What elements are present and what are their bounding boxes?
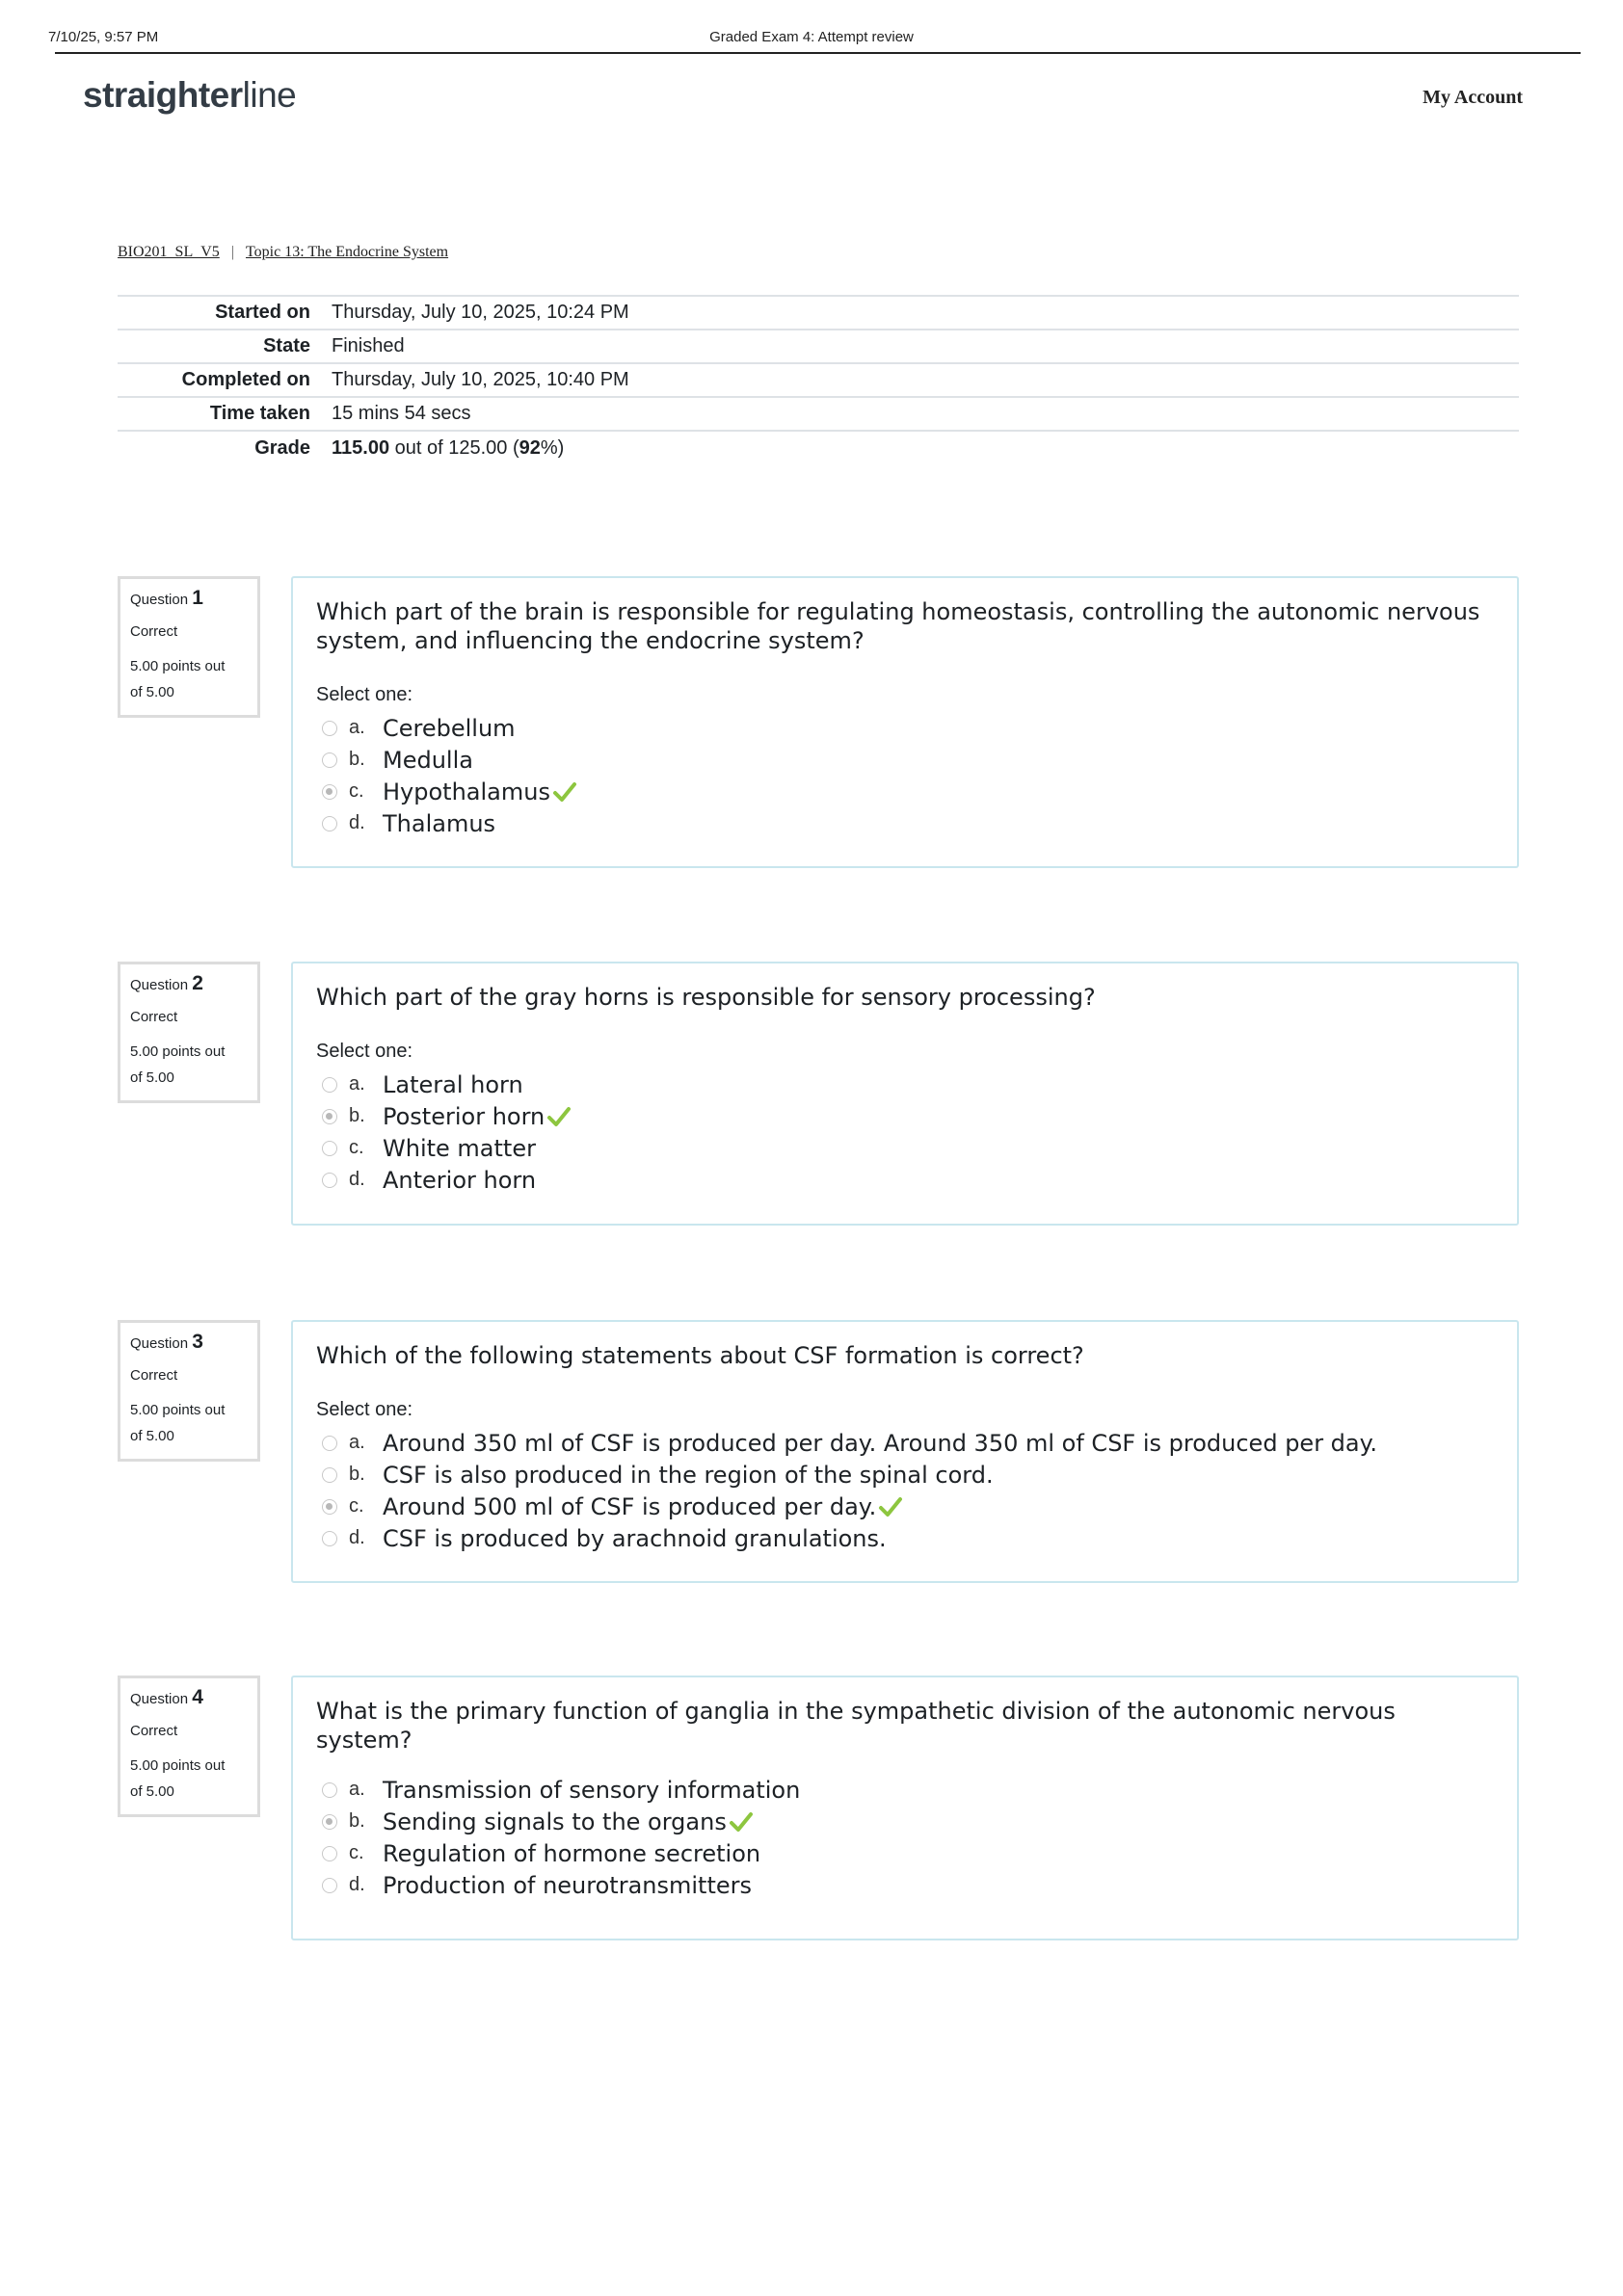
answer-letter: c. (349, 1495, 364, 1517)
radio-button[interactable] (322, 1846, 337, 1861)
question-state: Correct (130, 623, 178, 640)
answer-text: Posterior horn (383, 1102, 545, 1130)
question-number-value: 3 (192, 1331, 203, 1353)
question-grade (130, 1039, 248, 1091)
radio-button[interactable] (322, 1531, 337, 1546)
question-info (118, 576, 260, 718)
breadcrumb-topic-link[interactable]: Topic 13: The Endocrine System (245, 244, 449, 260)
attempt-summary-table (118, 295, 1519, 464)
radio-button-selected[interactable] (322, 1814, 337, 1830)
question-grade-line: of 5.00 (130, 1428, 174, 1444)
answer-list (316, 1427, 1494, 1554)
question-label: Question (130, 1691, 189, 1707)
answer-option[interactable] (316, 1774, 1494, 1806)
radio-button[interactable] (322, 721, 337, 736)
breadcrumb-course-link[interactable]: BIO201_SL_V5 (118, 244, 220, 260)
question-grade (130, 653, 248, 705)
question-grade-line: 5.00 points out (130, 658, 226, 674)
answer-letter: b. (349, 1105, 365, 1126)
grade-percent: 92 (519, 436, 541, 459)
question-text: Which part of the gray horns is responsible for sensory processing? (316, 984, 1096, 1011)
started-value: Thursday, July 10, 2025, 10:24 PM (332, 302, 629, 323)
question-content (291, 1676, 1519, 1940)
answer-text: Sending signals to the organs (383, 1808, 727, 1835)
answer-letter: d. (349, 1527, 365, 1548)
answer-letter: a. (349, 1779, 365, 1800)
radio-button[interactable] (322, 1173, 337, 1188)
answer-text: Medulla (383, 746, 473, 774)
answer-text: CSF is produced by arachnoid granulations. (383, 1524, 887, 1552)
correct-check-icon (546, 1105, 572, 1128)
question-number (130, 972, 248, 995)
answer-letter: b. (349, 1810, 365, 1832)
question-content (291, 962, 1519, 1226)
question-text: Which part of the brain is responsible for regulating homeostasis, controlling the autonomic nervous system, and influencing the endocrine system? (316, 598, 1480, 654)
answer-option[interactable] (316, 776, 1494, 807)
question-number-value: 1 (192, 587, 203, 609)
print-header (0, 25, 1623, 54)
summary-row-state (118, 330, 1519, 363)
answer-text: Regulation of hormone secretion (383, 1839, 761, 1867)
question-text: Which of the following statements about CSF formation is correct? (316, 1342, 1084, 1369)
state-label: State (263, 335, 310, 356)
breadcrumb-separator: | (230, 244, 234, 260)
question-number (130, 1686, 248, 1709)
grade-label: Grade (254, 436, 310, 459)
answer-option[interactable] (316, 1869, 1494, 1901)
radio-button[interactable] (322, 1467, 337, 1483)
question-number-value: 2 (192, 972, 203, 994)
answer-text: Around 350 ml of CSF is produced per day. Around 350 ml of CSF is produced per day. (383, 1429, 1378, 1457)
radio-button[interactable] (322, 1141, 337, 1156)
logo-bold-text: straighter (83, 75, 243, 115)
summary-row-grade (118, 431, 1519, 464)
answer-letter: d. (349, 812, 365, 833)
grade-score: 115.00 (332, 436, 390, 459)
question-number-value: 4 (192, 1686, 203, 1708)
answer-text: Production of neurotransmitters (383, 1871, 752, 1899)
question-grade-line: of 5.00 (130, 1069, 174, 1086)
time-taken-value: 15 mins 54 secs (332, 403, 471, 424)
question-content (291, 576, 1519, 868)
answer-option[interactable] (316, 1806, 1494, 1837)
answer-text: Transmission of sensory information (383, 1776, 801, 1804)
question-grade (130, 1753, 248, 1805)
question-label: Question (130, 1335, 189, 1352)
answer-text: Cerebellum (383, 714, 516, 742)
print-divider (55, 52, 1581, 54)
question-content (291, 1320, 1519, 1583)
question-grade-line: 5.00 points out (130, 1043, 226, 1060)
logo-light-text: line (242, 75, 297, 115)
answer-option[interactable] (316, 1491, 1494, 1522)
question-grade-line: 5.00 points out (130, 1757, 226, 1774)
answer-list (316, 1069, 1494, 1196)
started-label: Started on (215, 302, 310, 323)
my-account-link[interactable]: My Account (1423, 87, 1523, 108)
grade-value (332, 431, 1519, 464)
time-taken-label: Time taken (209, 403, 310, 424)
answer-option[interactable] (316, 1132, 1494, 1164)
answer-option[interactable] (316, 1100, 1494, 1132)
answer-text: Thalamus (383, 809, 496, 837)
question-label: Question (130, 977, 189, 993)
answer-text: Anterior horn (383, 1166, 537, 1194)
answer-option[interactable] (316, 712, 1494, 744)
grade-percent-sign: %) (540, 436, 565, 459)
answer-option[interactable] (316, 1427, 1494, 1459)
radio-button[interactable] (322, 752, 337, 768)
select-one-prompt: Select one: (316, 684, 413, 705)
answer-letter: b. (349, 1464, 365, 1485)
summary-row-started (118, 296, 1519, 330)
answer-letter: c. (349, 780, 364, 802)
answer-option[interactable] (316, 1459, 1494, 1491)
question-number (130, 587, 248, 610)
answer-list (316, 1774, 1494, 1901)
correct-check-icon (552, 780, 577, 804)
answer-text: Lateral horn (383, 1070, 523, 1098)
radio-button-selected[interactable] (322, 1109, 337, 1124)
question-text: What is the primary function of ganglia in the sympathetic division of the autonomic nervous system? (316, 1698, 1396, 1754)
question-state: Correct (130, 1723, 178, 1739)
radio-button[interactable] (322, 1782, 337, 1798)
answer-text: White matter (383, 1134, 536, 1162)
answer-text: Around 500 ml of CSF is produced per day. (383, 1492, 877, 1520)
summary-row-time (118, 397, 1519, 431)
breadcrumb (118, 244, 448, 261)
radio-button-selected[interactable] (322, 1499, 337, 1515)
answer-letter: d. (349, 1169, 365, 1190)
radio-button[interactable] (322, 816, 337, 831)
question-info (118, 1676, 260, 1817)
answer-letter: d. (349, 1874, 365, 1895)
radio-button[interactable] (322, 1878, 337, 1893)
question-info (118, 1320, 260, 1462)
print-date: 7/10/25, 9:57 PM (48, 29, 159, 45)
summary-row-completed (118, 363, 1519, 397)
radio-button-selected[interactable] (322, 784, 337, 800)
question-info (118, 962, 260, 1103)
select-one-prompt: Select one: (316, 1399, 413, 1420)
answer-option[interactable] (316, 1522, 1494, 1554)
answer-text: CSF is also produced in the region of the spinal cord. (383, 1461, 994, 1489)
completed-value: Thursday, July 10, 2025, 10:40 PM (332, 369, 629, 390)
question-number (130, 1331, 248, 1354)
print-title: Graded Exam 4: Attempt review (709, 29, 914, 45)
answer-option[interactable] (316, 1837, 1494, 1869)
correct-check-icon (729, 1810, 754, 1834)
answer-letter: a. (349, 1073, 365, 1095)
answer-letter: c. (349, 1842, 364, 1863)
answer-letter: c. (349, 1137, 364, 1158)
completed-label: Completed on (181, 369, 310, 390)
correct-check-icon (878, 1495, 903, 1518)
answer-option[interactable] (316, 1164, 1494, 1196)
question-label: Question (130, 592, 189, 608)
question-grade (130, 1397, 248, 1449)
answer-list (316, 712, 1494, 839)
select-one-prompt: Select one: (316, 1041, 413, 1062)
radio-button[interactable] (322, 1077, 337, 1093)
answer-option[interactable] (316, 807, 1494, 839)
state-value: Finished (332, 335, 405, 356)
question-grade-line: of 5.00 (130, 1783, 174, 1800)
answer-letter: b. (349, 749, 365, 770)
question-grade-line: 5.00 points out (130, 1402, 226, 1418)
radio-button[interactable] (322, 1436, 337, 1451)
grade-out-of: out of 125.00 ( (389, 436, 519, 459)
straighterline-logo[interactable] (83, 75, 296, 116)
question-state: Correct (130, 1367, 178, 1384)
answer-option[interactable] (316, 744, 1494, 776)
question-state: Correct (130, 1009, 178, 1025)
question-grade-line: of 5.00 (130, 684, 174, 700)
answer-letter: a. (349, 717, 365, 738)
answer-text: Hypothalamus (383, 778, 550, 805)
answer-letter: a. (349, 1432, 365, 1453)
answer-option[interactable] (316, 1069, 1494, 1100)
